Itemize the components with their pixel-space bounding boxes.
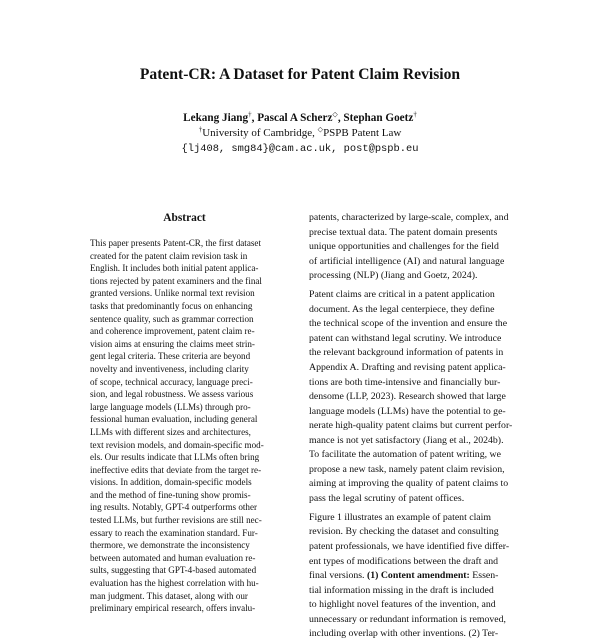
- paragraph-line: densome (LLP, 2023). Research showed that large: [309, 391, 506, 403]
- paragraph-line: To facilitate the automation of patent writing, we: [309, 449, 501, 461]
- abstract-heading: Abstract: [163, 212, 206, 224]
- affiliation-name: PSPB Patent Law: [323, 127, 402, 139]
- paragraph-line: revision. By checking the dataset and consulting: [309, 526, 499, 538]
- paragraph-line: fessional human evaluation, including general: [90, 414, 258, 425]
- paragraph-line: sentence quality, such as grammar correction: [90, 313, 254, 324]
- author-name: Pascal A Scherz: [257, 112, 333, 124]
- author-name: Stephan Goetz: [343, 112, 414, 124]
- author-emails: {lj408, smg84}@cam.ac.uk, post@pspb.eu: [181, 143, 419, 155]
- paragraph-line: [309, 569, 530, 584]
- paragraph-line: nerate high-quality patent claims but current perfor-: [309, 420, 513, 432]
- paragraph-line: LLMs with different sizes and architectures,: [90, 426, 251, 437]
- author-affiliation-mark: †: [413, 110, 417, 119]
- author-name: Lekang Jiang: [183, 112, 249, 124]
- paragraph-line: visions. In addition, domain-specific models: [90, 477, 252, 488]
- paragraph-line: the technical scope of the invention and ensure the: [309, 318, 508, 330]
- paragraph-line: tions are both time-intensive and financially bur-: [309, 376, 501, 388]
- paragraph-line: vision aims at ensuring the claims meet strin-: [90, 338, 255, 349]
- paper-title: Patent-CR: A Dataset for Patent Claim Revision: [139, 66, 461, 83]
- paragraph-line: mance is not yet satisfactory (Jiang et al., 2024b).: [309, 434, 504, 446]
- author-affiliation-mark: ◇: [332, 110, 338, 119]
- paragraph-line: granted versions. Unlike normal text revision: [90, 288, 255, 299]
- paragraph-line: preliminary empirical research, offers invalu-: [90, 603, 256, 614]
- author-separator: ,: [251, 112, 258, 124]
- paragraph-line: tial information missing in the draft is included: [309, 584, 494, 596]
- paragraph-line: thermore, we demonstrate the inconsistency: [90, 540, 250, 551]
- abstract-text: [90, 237, 279, 614]
- paragraph-line: and coherence improvement, patent claim re-: [90, 326, 255, 337]
- paragraph-line: English. It includes both initial patent applica-: [90, 263, 259, 274]
- paragraph-line: els. Our results indicate that LLMs often bring: [90, 452, 260, 463]
- paragraph-line: tasks that predominantly focus on enhancing: [90, 300, 253, 311]
- paragraph-line: ent types of modifications between the draft and: [309, 555, 499, 567]
- paragraph-line: between automated and human evaluation re-: [90, 552, 256, 563]
- paragraph-line: Figure 1 illustrates an example of patent claim: [309, 511, 492, 523]
- text-run: final versions.: [309, 570, 367, 582]
- paragraph-line: sults, suggesting that GPT-4-based automated: [90, 565, 257, 576]
- paragraph-line: patent can withstand legal scrutiny. We introduce: [309, 332, 502, 344]
- affiliations: [0, 127, 600, 139]
- text-run: Essen-: [469, 570, 499, 582]
- paragraph-line: This paper presents Patent-CR, the first dataset: [90, 238, 261, 248]
- affiliation-name: University of Cambridge,: [202, 127, 318, 139]
- author-separator: ,: [337, 112, 344, 124]
- affiliation-mark: ◇: [317, 125, 324, 134]
- paragraph-3: [309, 511, 530, 569]
- paragraph-line: processing (NLP) (Jiang and Goetz, 2024).: [309, 270, 478, 282]
- author-affiliation-mark: †: [248, 110, 252, 119]
- content-amendment-label: (1) Content amendment:: [366, 570, 470, 582]
- paragraph-line: the relevant background information of patents in: [309, 347, 504, 359]
- paragraph-line: precise textual data. The patent domain presents: [309, 226, 498, 238]
- paragraph-line: including overlap with other inventions. (2) Ter-: [309, 628, 499, 640]
- paragraph-3-continued: [309, 584, 530, 642]
- paragraph-line: text revision models, and domain-specific mod-: [90, 439, 264, 450]
- paragraph-line: evaluation has the highest correlation with hu-: [90, 578, 259, 589]
- paragraph-line: of artificial intelligence (AI) and natural language: [309, 255, 505, 267]
- paragraph-line: Appendix A. Drafting and revising patent applica-: [309, 361, 506, 373]
- paragraph-line: of scope, technical accuracy, language preci-: [90, 376, 253, 387]
- paragraph-1: [309, 211, 530, 284]
- paragraph-line: created for the patent claim revision task in: [90, 250, 248, 261]
- paragraph-line: novelty and inventiveness, including clarity: [90, 363, 249, 374]
- paragraph-line: tions rejected by patent examiners and the final: [90, 275, 262, 286]
- paragraph-line: patent professionals, we have identified five differ-: [309, 541, 510, 553]
- paragraph-line: to highlight novel features of the invention, and: [309, 599, 496, 611]
- paragraph-line: gent legal criteria. These criteria are beyond: [90, 351, 251, 362]
- paragraph-2: [309, 288, 530, 506]
- paragraph-line: essary to reach the examination standard. Fur-: [90, 527, 258, 538]
- paragraph-line: unnecessary or redundant information is removed,: [309, 613, 506, 625]
- paragraph-line: language models (LLMs) have the potential to ge-: [309, 405, 506, 417]
- paragraph-line: ineffective edits that deviate from the target re-: [90, 464, 262, 475]
- paragraph-line: document. As the legal centerpiece, they define: [309, 303, 495, 315]
- paragraph-line: propose a new task, namely patent claim revision,: [309, 463, 505, 475]
- paragraph-line: unique opportunities and challenges for the field: [309, 241, 499, 253]
- author-list: [0, 112, 600, 124]
- paragraph-line: sion, and legal robustness. We assess various: [90, 389, 254, 400]
- paragraph-line: pass the legal scrutiny of patent offices.: [309, 492, 465, 504]
- paragraph-line: and the method of fine-tuning show promis-: [90, 489, 251, 500]
- paragraph-line: ing results. Notably, GPT-4 outperforms other: [90, 502, 258, 513]
- paragraph-line: large language models (LLMs) through pro-: [90, 401, 251, 412]
- paragraph-line: Patent claims are critical in a patent application: [309, 289, 495, 301]
- paragraph-line: tested LLMs, but further revisions are still nec-: [90, 515, 262, 526]
- introduction-column: [309, 211, 530, 640]
- paragraph-line: patents, characterized by large-scale, complex, and: [309, 212, 509, 223]
- paragraph-line: aiming at improving the quality of patent claims to: [309, 478, 509, 490]
- paragraph-line: man judgment. This dataset, along with our: [90, 590, 248, 601]
- affiliation-mark: †: [198, 125, 203, 134]
